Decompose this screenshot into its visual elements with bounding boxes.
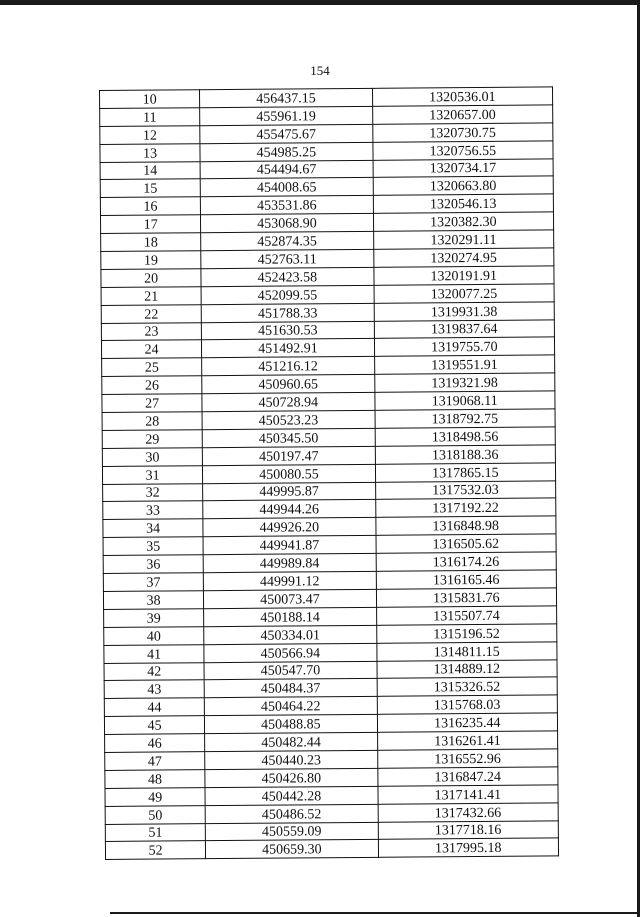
x-coordinate-cell: 450426.80 <box>205 768 378 787</box>
y-coordinate-cell: 1316848.98 <box>375 516 556 535</box>
y-coordinate-cell: 1316174.26 <box>376 552 557 571</box>
point-number-cell: 13 <box>100 143 200 162</box>
point-number-cell: 30 <box>102 448 202 467</box>
x-coordinate-cell: 456437.15 <box>200 88 373 107</box>
y-coordinate-cell: 1320536.01 <box>372 87 553 106</box>
x-coordinate-cell: 450559.09 <box>205 822 378 841</box>
x-coordinate-cell: 449989.84 <box>203 553 376 572</box>
y-coordinate-cell: 1315768.03 <box>377 695 558 714</box>
point-number-cell: 29 <box>102 430 202 449</box>
x-coordinate-cell: 454494.67 <box>200 160 373 179</box>
point-number-cell: 40 <box>104 626 204 645</box>
point-number-cell: 25 <box>102 358 202 377</box>
x-coordinate-cell: 455961.19 <box>200 106 373 125</box>
point-number-cell: 32 <box>103 483 203 502</box>
x-coordinate-cell: 449944.26 <box>203 500 376 519</box>
x-coordinate-cell: 450440.23 <box>205 750 378 769</box>
y-coordinate-cell: 1316235.44 <box>377 713 558 732</box>
x-coordinate-cell: 452423.58 <box>201 267 374 286</box>
y-coordinate-cell: 1320756.55 <box>373 141 554 160</box>
point-number-cell: 43 <box>104 680 204 699</box>
x-coordinate-cell: 452763.11 <box>201 249 374 268</box>
x-coordinate-cell: 449995.87 <box>203 482 376 501</box>
x-coordinate-cell: 450484.37 <box>204 679 377 698</box>
y-coordinate-cell: 1317865.15 <box>375 463 556 482</box>
point-number-cell: 38 <box>103 591 203 610</box>
point-number-cell: 41 <box>104 644 204 663</box>
y-coordinate-cell: 1319837.64 <box>374 320 555 339</box>
point-number-cell: 34 <box>103 519 203 538</box>
y-coordinate-cell: 1316847.24 <box>377 767 558 786</box>
point-number-cell: 44 <box>104 698 204 717</box>
x-coordinate-cell: 450442.28 <box>205 786 378 805</box>
x-coordinate-cell: 449941.87 <box>203 536 376 555</box>
scan-border-top <box>0 0 640 5</box>
x-coordinate-cell: 450659.30 <box>206 840 379 859</box>
y-coordinate-cell: 1317718.16 <box>378 820 559 839</box>
x-coordinate-cell: 451788.33 <box>201 303 374 322</box>
point-number-cell: 45 <box>104 716 204 735</box>
point-number-cell: 23 <box>101 322 201 341</box>
x-coordinate-cell: 450547.70 <box>204 661 377 680</box>
point-number-cell: 12 <box>100 125 200 144</box>
y-coordinate-cell: 1315196.52 <box>376 624 557 643</box>
x-coordinate-cell: 450728.94 <box>202 392 375 411</box>
point-number-cell: 10 <box>100 90 200 109</box>
point-number-cell: 39 <box>104 609 204 628</box>
y-coordinate-cell: 1318188.36 <box>375 445 556 464</box>
point-number-cell: 21 <box>101 286 201 305</box>
x-coordinate-cell: 450197.47 <box>203 446 376 465</box>
point-number-cell: 31 <box>102 465 202 484</box>
y-coordinate-cell: 1318792.75 <box>375 409 556 428</box>
x-coordinate-cell: 450073.47 <box>204 589 377 608</box>
y-coordinate-cell: 1317995.18 <box>378 838 559 857</box>
x-coordinate-cell: 453531.86 <box>201 196 374 215</box>
y-coordinate-cell: 1315831.76 <box>376 588 557 607</box>
y-coordinate-cell: 1319321.98 <box>374 373 555 392</box>
y-coordinate-cell: 1316552.96 <box>377 749 558 768</box>
y-coordinate-cell: 1316165.46 <box>376 570 557 589</box>
point-number-cell: 26 <box>102 376 202 395</box>
point-number-cell: 37 <box>103 573 203 592</box>
y-coordinate-cell: 1320291.11 <box>373 230 554 249</box>
y-coordinate-cell: 1320734.17 <box>373 158 554 177</box>
point-number-cell: 19 <box>101 251 201 270</box>
y-coordinate-cell: 1320730.75 <box>372 123 553 142</box>
y-coordinate-cell: 1319068.11 <box>374 391 555 410</box>
point-number-cell: 46 <box>105 734 205 753</box>
y-coordinate-cell: 1318498.56 <box>375 427 556 446</box>
point-number-cell: 47 <box>105 752 205 771</box>
x-coordinate-cell: 450960.65 <box>202 375 375 394</box>
y-coordinate-cell: 1317192.22 <box>375 498 556 517</box>
x-coordinate-cell: 454008.65 <box>200 178 373 197</box>
y-coordinate-cell: 1320274.95 <box>373 248 554 267</box>
point-number-cell: 27 <box>102 394 202 413</box>
scan-border-bottom <box>110 912 640 914</box>
coordinates-table-body <box>100 87 559 860</box>
x-coordinate-cell: 455475.67 <box>200 124 373 143</box>
y-coordinate-cell: 1315326.52 <box>377 677 558 696</box>
x-coordinate-cell: 450188.14 <box>204 607 377 626</box>
point-number-cell: 48 <box>105 770 205 789</box>
point-number-cell: 18 <box>101 233 201 252</box>
x-coordinate-cell: 450345.50 <box>202 428 375 447</box>
x-coordinate-cell: 452874.35 <box>201 231 374 250</box>
x-coordinate-cell: 450334.01 <box>204 625 377 644</box>
point-number-cell: 20 <box>101 269 201 288</box>
page-number: 154 <box>310 63 330 78</box>
y-coordinate-cell: 1314811.15 <box>376 642 557 661</box>
point-number-cell: 51 <box>105 823 205 842</box>
x-coordinate-cell: 451492.91 <box>202 339 375 358</box>
y-coordinate-cell: 1315507.74 <box>376 606 557 625</box>
y-coordinate-cell: 1320077.25 <box>374 284 555 303</box>
point-number-cell: 11 <box>100 108 200 127</box>
y-coordinate-cell: 1316505.62 <box>376 534 557 553</box>
y-coordinate-cell: 1320382.30 <box>373 212 554 231</box>
x-coordinate-cell: 450486.52 <box>205 804 378 823</box>
y-coordinate-cell: 1316261.41 <box>377 731 558 750</box>
y-coordinate-cell: 1319931.38 <box>374 302 555 321</box>
point-number-cell: 16 <box>100 197 200 216</box>
point-number-cell: 35 <box>103 537 203 556</box>
x-coordinate-cell: 450488.85 <box>205 715 378 734</box>
x-coordinate-cell: 453068.90 <box>201 214 374 233</box>
point-number-cell: 52 <box>105 841 205 860</box>
y-coordinate-cell: 1314889.12 <box>377 659 558 678</box>
y-coordinate-cell: 1317432.66 <box>378 803 559 822</box>
point-number-cell: 17 <box>100 215 200 234</box>
x-coordinate-cell: 449926.20 <box>203 518 376 537</box>
point-number-cell: 14 <box>100 161 200 180</box>
point-number-cell: 24 <box>101 340 201 359</box>
y-coordinate-cell: 1317532.03 <box>375 481 556 500</box>
y-coordinate-cell: 1319755.70 <box>374 337 555 356</box>
y-coordinate-cell: 1320546.13 <box>373 194 554 213</box>
x-coordinate-cell: 449991.12 <box>204 571 377 590</box>
x-coordinate-cell: 450080.55 <box>203 464 376 483</box>
y-coordinate-cell: 1319551.91 <box>374 355 555 374</box>
point-number-cell: 22 <box>101 304 201 323</box>
coordinates-table <box>99 86 559 860</box>
table-row <box>105 838 558 859</box>
x-coordinate-cell: 452099.55 <box>201 285 374 304</box>
point-number-cell: 49 <box>105 787 205 806</box>
y-coordinate-cell: 1317141.41 <box>378 785 559 804</box>
x-coordinate-cell: 451630.53 <box>202 321 375 340</box>
x-coordinate-cell: 451216.12 <box>202 357 375 376</box>
y-coordinate-cell: 1320191.91 <box>373 266 554 285</box>
x-coordinate-cell: 450566.94 <box>204 643 377 662</box>
x-coordinate-cell: 450523.23 <box>202 410 375 429</box>
point-number-cell: 15 <box>100 179 200 198</box>
point-number-cell: 33 <box>103 501 203 520</box>
point-number-cell: 42 <box>104 662 204 681</box>
x-coordinate-cell: 450464.22 <box>204 697 377 716</box>
x-coordinate-cell: 454985.25 <box>200 142 373 161</box>
y-coordinate-cell: 1320663.80 <box>373 176 554 195</box>
y-coordinate-cell: 1320657.00 <box>372 105 553 124</box>
x-coordinate-cell: 450482.44 <box>205 732 378 751</box>
point-number-cell: 50 <box>105 805 205 824</box>
point-number-cell: 36 <box>103 555 203 574</box>
point-number-cell: 28 <box>102 412 202 431</box>
